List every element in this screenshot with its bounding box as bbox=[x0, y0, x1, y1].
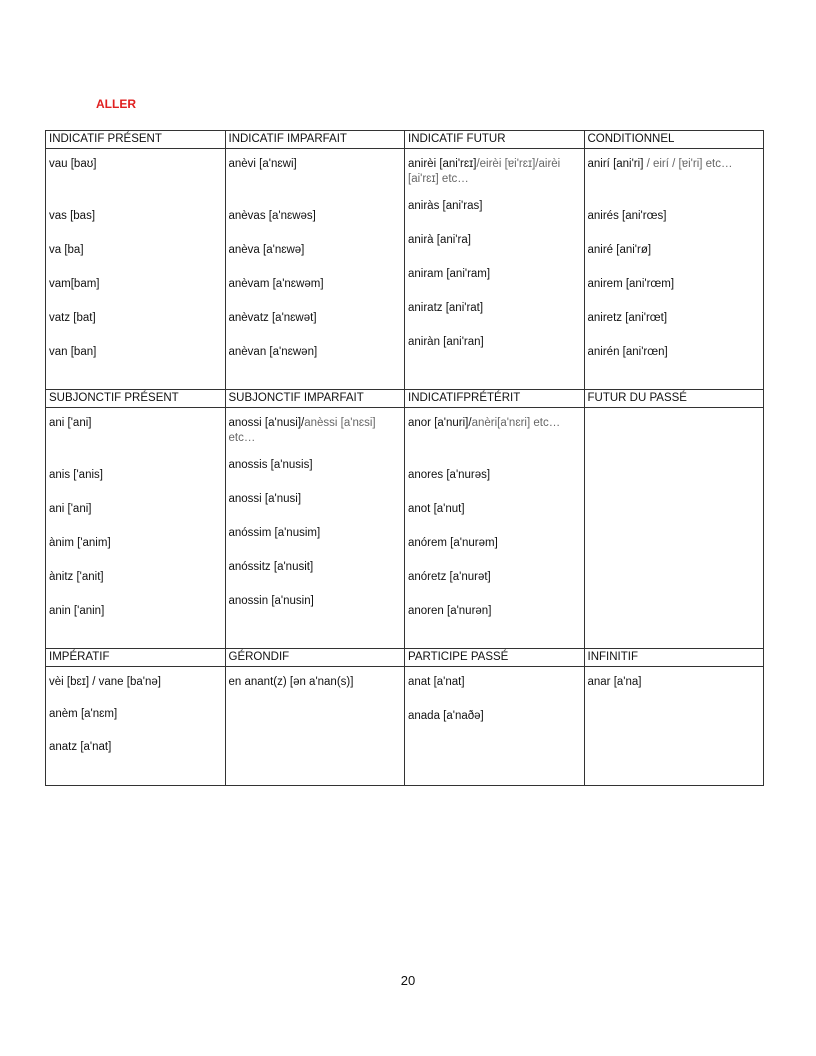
conjugation-form bbox=[49, 740, 222, 755]
verb-form: ànim ['anim] bbox=[49, 537, 111, 549]
conjugation-form bbox=[229, 277, 402, 292]
conjugation-form bbox=[408, 570, 581, 585]
conjugation-form bbox=[49, 311, 222, 326]
verb-form: anórem [a'nurəm] bbox=[408, 537, 498, 549]
verb-form: vam[bam] bbox=[49, 278, 100, 290]
conjugation-form bbox=[408, 709, 581, 724]
conjugation-cell bbox=[584, 149, 764, 390]
variant-form: /eirèi [ɐi'rɛɪ]/airèi [ai'rɛɪ] etc… bbox=[408, 158, 561, 185]
verb-form: anèva [a'nɛwə] bbox=[228, 244, 305, 256]
variant-form: / eirí / [ɐi'ri] etc… bbox=[643, 158, 733, 170]
conjugation-form bbox=[49, 416, 222, 431]
verb-form: anossis [a'nusis] bbox=[228, 459, 313, 471]
conjugation-form bbox=[229, 560, 402, 575]
verb-form: aniràn [ani'ran] bbox=[408, 336, 484, 348]
verb-form: vas [bas] bbox=[49, 210, 96, 222]
verb-form: va [ba] bbox=[49, 244, 84, 256]
conjugation-form bbox=[229, 492, 402, 507]
verb-form: anores [a'nurəs] bbox=[408, 469, 491, 481]
conjugation-form bbox=[49, 570, 222, 585]
verb-form: anossi [a'nusi]/ bbox=[228, 417, 305, 429]
verb-form: vau [baʊ] bbox=[49, 158, 97, 170]
conjugation-form bbox=[229, 526, 402, 541]
conjugation-form bbox=[408, 335, 581, 350]
conjugation-form bbox=[229, 157, 402, 172]
conjugation-form bbox=[408, 267, 581, 282]
verb-form: anossin [a'nusin] bbox=[228, 595, 314, 607]
verb-form: anèvam [a'nɛwəm] bbox=[228, 278, 324, 290]
verb-form: aniratz [ani'rat] bbox=[408, 302, 484, 314]
conjugation-form bbox=[408, 675, 581, 690]
conjugation-form bbox=[49, 536, 222, 551]
verb-form: anirés [ani'rœs] bbox=[587, 210, 667, 222]
conjugation-cell bbox=[225, 149, 405, 390]
verb-form: anèvas [a'nɛwəs] bbox=[228, 210, 316, 222]
conjugation-form bbox=[408, 416, 581, 431]
tense-header: GÉRONDIF bbox=[225, 649, 405, 667]
verb-form: anada [a'naðə] bbox=[408, 710, 484, 722]
conjugation-form bbox=[588, 675, 761, 690]
verb-form: anor [a'nuri]/ bbox=[408, 417, 472, 429]
verb-form: vatz [bat] bbox=[49, 312, 96, 324]
page-title: ALLER bbox=[96, 97, 136, 111]
conjugation-cell bbox=[405, 408, 585, 649]
conjugation-cell bbox=[225, 408, 405, 649]
section-header-row bbox=[46, 131, 764, 149]
verb-form: van [ban] bbox=[49, 346, 97, 358]
tense-header: SUBJONCTIF IMPARFAIT bbox=[225, 390, 405, 408]
conjugation-form bbox=[229, 345, 402, 360]
verb-form: anóretz [a'nurət] bbox=[408, 571, 491, 583]
conjugation-cell bbox=[225, 667, 405, 786]
conjugation-form bbox=[408, 301, 581, 316]
conjugation-form bbox=[229, 458, 402, 473]
conjugation-form bbox=[408, 157, 581, 187]
conjugation-form bbox=[229, 675, 402, 690]
conjugation-form bbox=[49, 243, 222, 258]
tense-header: CONDITIONNEL bbox=[584, 131, 764, 149]
conjugation-cell bbox=[584, 408, 764, 649]
verb-form: anar [a'na] bbox=[587, 676, 642, 688]
conjugation-row bbox=[46, 667, 764, 786]
verb-form: en anant(z) [ən a'nan(s)] bbox=[228, 676, 354, 688]
verb-form: anèvan [a'nɛwən] bbox=[228, 346, 318, 358]
conjugation-form bbox=[588, 345, 761, 360]
tense-header: INDICATIF FUTUR bbox=[405, 131, 585, 149]
conjugation-cell bbox=[405, 149, 585, 390]
verb-form: anirén [ani'rœn] bbox=[587, 346, 668, 358]
tense-header: INDICATIFPRÉTÉRIT bbox=[405, 390, 585, 408]
verb-form: ànitz ['anit] bbox=[49, 571, 104, 583]
conjugation-form bbox=[49, 502, 222, 517]
variant-form: anèssi [a'nɛsi] etc… bbox=[228, 417, 376, 444]
conjugation-form bbox=[49, 209, 222, 224]
conjugation-form bbox=[588, 311, 761, 326]
tense-header: INFINITIF bbox=[584, 649, 764, 667]
conjugation-cell bbox=[405, 667, 585, 786]
tense-header: IMPÉRATIF bbox=[46, 649, 226, 667]
verb-form: aniràs [ani'ras] bbox=[408, 200, 483, 212]
section-header-row bbox=[46, 649, 764, 667]
section-header-row bbox=[46, 390, 764, 408]
tense-header: INDICATIF PRÉSENT bbox=[46, 131, 226, 149]
conjugation-form bbox=[229, 594, 402, 609]
verb-form: ani ['ani] bbox=[49, 417, 92, 429]
conjugation-form bbox=[408, 468, 581, 483]
verb-form: anirèi [ani'rɛɪ] bbox=[408, 158, 477, 170]
verb-form: anatz [a'nat] bbox=[49, 741, 112, 753]
conjugation-table bbox=[45, 130, 764, 786]
conjugation-form bbox=[408, 233, 581, 248]
verb-form: aniré [ani'rø] bbox=[587, 244, 652, 256]
verb-form: anat [a'nat] bbox=[408, 676, 465, 688]
verb-form: anossi [a'nusi] bbox=[228, 493, 302, 505]
verb-form: anóssim [a'nusim] bbox=[228, 527, 321, 539]
conjugation-form bbox=[408, 502, 581, 517]
conjugation-cell bbox=[584, 667, 764, 786]
verb-form: anirí [ani'ri] bbox=[587, 158, 644, 170]
conjugation-form bbox=[588, 157, 761, 172]
conjugation-form bbox=[229, 243, 402, 258]
conjugation-form bbox=[49, 345, 222, 360]
verb-form: anèm [a'nɛm] bbox=[49, 708, 118, 720]
conjugation-form bbox=[408, 199, 581, 214]
verb-form: anot [a'nut] bbox=[408, 503, 465, 515]
page-number: 20 bbox=[400, 973, 416, 988]
conjugation-form bbox=[49, 707, 222, 722]
conjugation-cell bbox=[46, 667, 226, 786]
conjugation-form bbox=[49, 277, 222, 292]
verb-form: anirà [ani'ra] bbox=[408, 234, 471, 246]
conjugation-form bbox=[49, 675, 222, 690]
conjugation-form bbox=[49, 157, 222, 172]
tense-header: INDICATIF IMPARFAIT bbox=[225, 131, 405, 149]
verb-form: anis ['anis] bbox=[49, 469, 103, 481]
conjugation-form bbox=[588, 209, 761, 224]
tense-header: FUTUR DU PASSÉ bbox=[584, 390, 764, 408]
conjugation-form bbox=[229, 311, 402, 326]
conjugation-cell bbox=[46, 408, 226, 649]
conjugation-form bbox=[588, 277, 761, 292]
conjugation-row bbox=[46, 149, 764, 390]
conjugation-form bbox=[408, 536, 581, 551]
verb-form: anèvatz [a'nɛwət] bbox=[228, 312, 317, 324]
conjugation-form bbox=[408, 604, 581, 619]
verb-form: anirem [ani'rœm] bbox=[587, 278, 675, 290]
conjugation-form bbox=[229, 416, 402, 446]
verb-form: anoren [a'nurən] bbox=[408, 605, 492, 617]
conjugation-form bbox=[229, 209, 402, 224]
verb-form: anèvi [a'nɛwi] bbox=[228, 158, 297, 170]
conjugation-form bbox=[588, 243, 761, 258]
verb-form: anóssitz [a'nusit] bbox=[228, 561, 314, 573]
verb-form: anin ['anin] bbox=[49, 605, 105, 617]
conjugation-row bbox=[46, 408, 764, 649]
variant-form: anèri[a'nɛri] etc… bbox=[471, 417, 561, 429]
conjugation-form bbox=[49, 604, 222, 619]
tense-header: SUBJONCTIF PRÉSENT bbox=[46, 390, 226, 408]
verb-form: ani ['ani] bbox=[49, 503, 92, 515]
verb-form: vèi [bɛɪ] / vane [ba'nə] bbox=[49, 676, 161, 688]
verb-form: aniretz [ani'rœt] bbox=[587, 312, 668, 324]
verb-form: aniram [ani'ram] bbox=[408, 268, 491, 280]
conjugation-form bbox=[49, 468, 222, 483]
tense-header: PARTICIPE PASSÉ bbox=[405, 649, 585, 667]
conjugation-cell bbox=[46, 149, 226, 390]
